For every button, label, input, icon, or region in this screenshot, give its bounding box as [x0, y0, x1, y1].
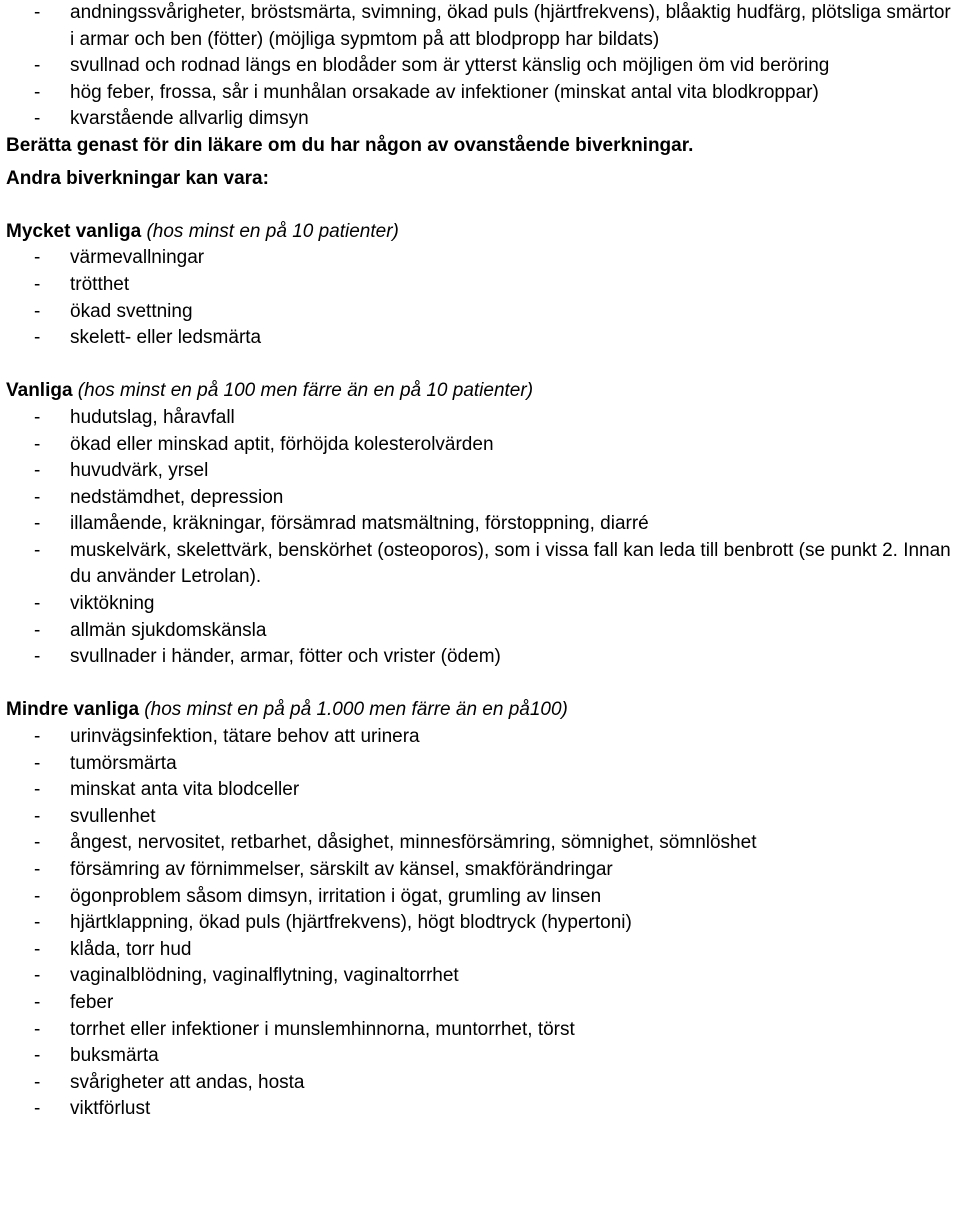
list-item-text: nedstämdhet, depression — [70, 486, 284, 508]
list-item-text: värmevallningar — [70, 247, 205, 269]
frequency-qualifier: (hos minst en på på 1.000 men färre än en på100) — [139, 699, 568, 721]
list-item — [6, 1017, 960, 1044]
list-item-text: ökad eller minskad aptit, förhöjda kolesterolvärden — [70, 433, 494, 455]
list-item-text: andningssvårigheter, bröstsmärta, svimning, ökad puls (hjärtfrekvens), blåaktig hudfärg, plötsliga smärtor i armar och ben (fötter) (möjliga sypmtom på att blodpropp har bildats) — [70, 2, 951, 50]
dash-bullet: - — [34, 752, 41, 774]
dash-bullet: - — [34, 593, 41, 615]
dash-bullet: - — [34, 273, 41, 295]
frequency-label: Vanliga — [6, 380, 73, 402]
common-heading — [6, 378, 960, 405]
dash-bullet: - — [34, 991, 41, 1013]
dash-bullet: - — [34, 1018, 41, 1040]
list-item-text: viktökning — [70, 593, 155, 615]
list-item-text: tumörsmärta — [70, 752, 177, 774]
dash-bullet: - — [34, 406, 41, 428]
list-item — [6, 80, 960, 107]
list-item — [6, 777, 960, 804]
warning-text: Berätta genast för din läkare om du har någon av ovanstående biverkningar. — [6, 134, 694, 156]
list-item — [6, 272, 960, 299]
list-item-text: klåda, torr hud — [70, 938, 192, 960]
list-item — [6, 1043, 960, 1070]
list-item — [6, 405, 960, 432]
list-item — [6, 804, 960, 831]
list-item — [6, 751, 960, 778]
list-item-text: hudutslag, håravfall — [70, 406, 235, 428]
document-body — [6, 0, 960, 1123]
dash-bullet: - — [34, 805, 41, 827]
list-item-text: vaginalblödning, vaginalflytning, vaginaltorrhet — [70, 965, 459, 987]
frequency-qualifier: (hos minst en på 100 men färre än en på 10 patienter) — [72, 380, 534, 402]
dash-bullet: - — [34, 965, 41, 987]
frequency-label: Mycket vanliga — [6, 220, 142, 242]
list-item — [6, 511, 960, 538]
list-item-text: allmän sjukdomskänsla — [70, 619, 267, 641]
list-item-text: trötthet — [70, 273, 130, 295]
frequency-label: Mindre vanliga — [6, 699, 140, 721]
list-item — [6, 485, 960, 512]
very-common-list — [6, 245, 960, 351]
dash-bullet: - — [34, 486, 41, 508]
list-item — [6, 432, 960, 459]
dash-bullet: - — [34, 1071, 41, 1093]
dash-bullet: - — [34, 1045, 41, 1067]
list-item-text: ångest, nervositet, retbarhet, dåsighet, minnesförsämring, sömnighet, sömnlöshet — [70, 832, 757, 854]
list-item — [6, 857, 960, 884]
dash-bullet: - — [34, 859, 41, 880]
list-item-text: svårigheter att andas, hosta — [70, 1071, 305, 1093]
common-list — [6, 405, 960, 671]
list-item-text: svullnad och rodnad längs en blodåder som är ytterst känslig och möjligen öm vid beröring — [70, 55, 830, 77]
list-item — [6, 245, 960, 272]
dash-bullet: - — [34, 539, 41, 561]
list-item-text: illamående, kräkningar, försämrad matsmältning, förstoppning, diarré — [70, 513, 649, 535]
dash-bullet: - — [34, 619, 41, 641]
list-item-text: viktförlust — [70, 1098, 151, 1120]
list-item — [6, 538, 960, 591]
other-effects-heading: Andra biverkningar kan vara: — [6, 167, 269, 189]
list-item-text: skelett- eller ledsmärta — [70, 327, 262, 349]
list-item — [6, 299, 960, 326]
list-item — [6, 1096, 960, 1123]
list-item-text: minskat anta vita blodceller — [70, 779, 300, 801]
list-item-text: buksmärta — [70, 1045, 159, 1067]
list-item — [6, 830, 960, 857]
list-item — [6, 591, 960, 618]
dash-bullet: - — [34, 55, 41, 77]
dash-bullet: - — [34, 885, 41, 907]
list-item-text: hög feber, frossa, sår i munhålan orsakade av infektioner (minskat antal vita blodkroppar) — [70, 81, 819, 103]
dash-bullet: - — [34, 779, 41, 801]
dash-bullet: - — [34, 81, 41, 103]
dash-bullet: - — [34, 938, 41, 960]
list-item — [6, 963, 960, 990]
list-item — [6, 0, 960, 53]
very-common-heading — [6, 219, 960, 246]
list-item — [6, 458, 960, 485]
dash-bullet: - — [34, 912, 41, 934]
dash-bullet: - — [34, 300, 41, 322]
dash-bullet: - — [34, 646, 41, 668]
dash-bullet: - — [34, 832, 41, 854]
list-item-text: hjärtklappning, ökad puls (hjärtfrekvens), högt blodtryck (hypertoni) — [70, 912, 632, 934]
list-item-text: feber — [70, 991, 114, 1013]
dash-bullet: - — [34, 1098, 41, 1120]
list-item-text: muskelvärk, skelettvärk, benskörhet (osteoporos), som i vissa fall kan leda till benbrott (se punkt 2. Innan du använder Letrolan). — [70, 539, 951, 588]
list-item — [6, 106, 960, 133]
list-item-text: huvudvärk, yrsel — [70, 460, 209, 482]
list-item-text: svullnader i händer, armar, fötter och vrister (ödem) — [70, 646, 501, 668]
list-item-text: ögonproblem såsom dimsyn, irritation i ögat, grumling av linsen — [70, 885, 602, 907]
list-item — [6, 990, 960, 1017]
list-item-text: svullenhet — [70, 805, 156, 827]
list-item — [6, 724, 960, 751]
dash-bullet: - — [34, 513, 41, 535]
list-item-text: torrhet eller infektioner i munslemhinnorna, muntorrhet, törst — [70, 1018, 575, 1040]
uncommon-heading — [6, 697, 960, 724]
list-item — [6, 618, 960, 645]
dash-bullet: - — [34, 247, 41, 269]
dash-bullet: - — [34, 327, 41, 349]
dash-bullet: - — [34, 460, 41, 482]
list-item — [6, 644, 960, 671]
list-item — [6, 1070, 960, 1097]
list-item — [6, 325, 960, 352]
dash-bullet: - — [34, 108, 41, 130]
list-item — [6, 884, 960, 911]
frequency-qualifier: (hos minst en på 10 patienter) — [141, 220, 399, 242]
list-item — [6, 937, 960, 964]
list-item — [6, 53, 960, 80]
list-item-text: försämring av förnimmelser, särskilt av känsel, smakförändringar — [70, 859, 613, 880]
intro-list — [6, 0, 960, 133]
dash-bullet: - — [34, 433, 41, 455]
uncommon-list — [6, 724, 960, 1123]
list-item-text: kvarstående allvarlig dimsyn — [70, 108, 309, 130]
dash-bullet: - — [34, 726, 41, 748]
list-item-text: urinvägsinfektion, tätare behov att urinera — [70, 726, 420, 748]
dash-bullet: - — [34, 2, 41, 23]
list-item — [6, 910, 960, 937]
list-item-text: ökad svettning — [70, 300, 193, 322]
